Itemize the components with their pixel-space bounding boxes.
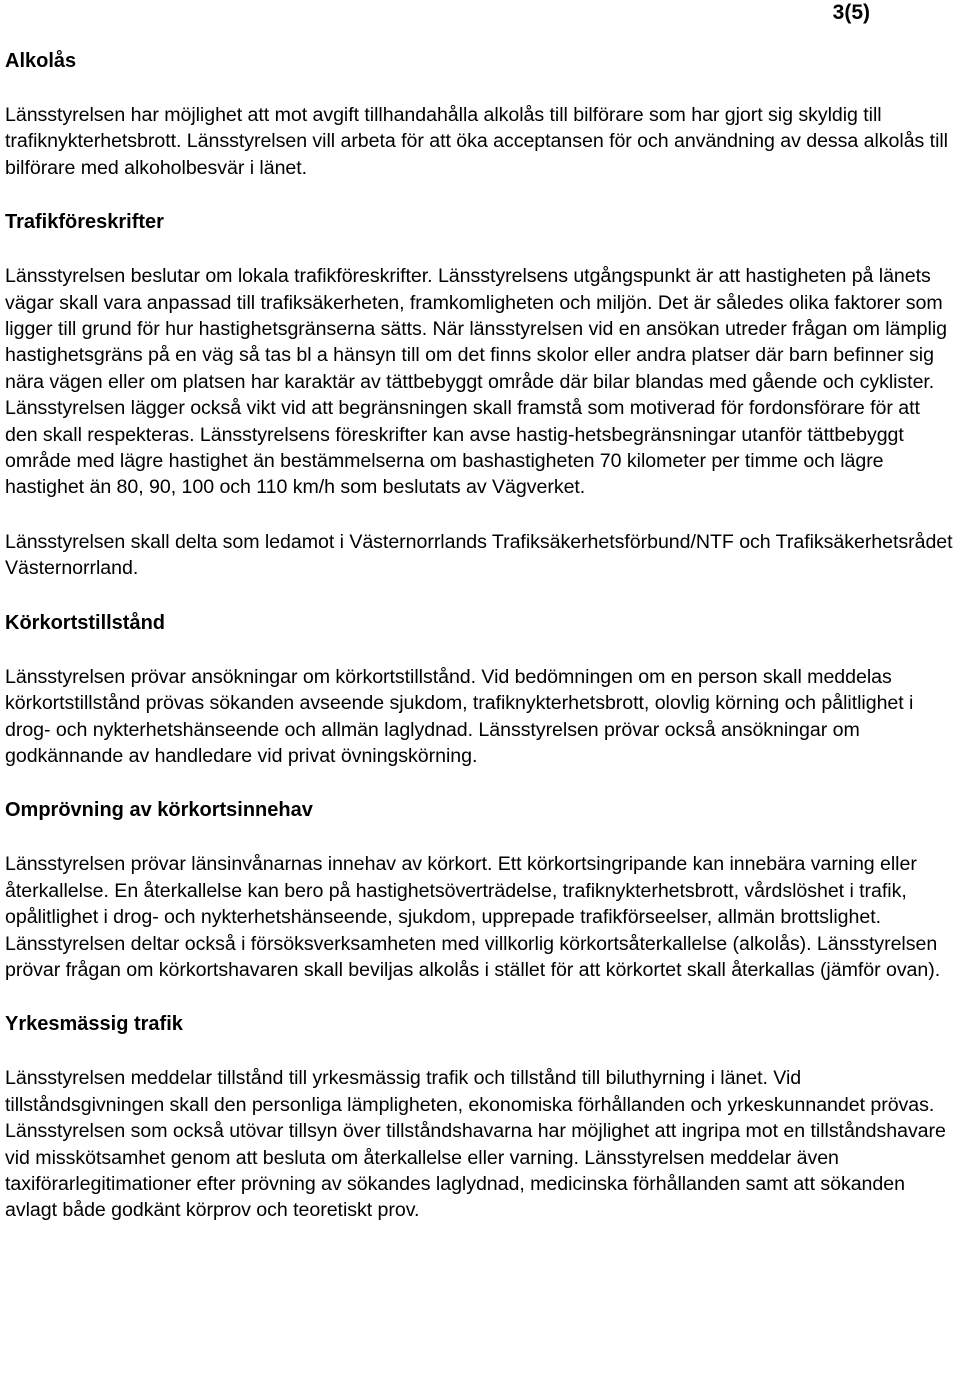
section-heading: Alkolås: [5, 50, 77, 72]
section-yrkesmassig-trafik: [5, 1011, 955, 1223]
section-alkolas: [5, 48, 955, 181]
paragraph: Länsstyrelsen beslutar om lokala trafikföreskrifter. Länsstyrelsens utgångspunkt är att hastigheten på länets vägar skall vara anpassad till trafiksäkerheten, framkomligheten och miljön. Det är således olika faktorer som ligger till grund för hur hastighetsgränserna sätts. När länsstyrelsen vid en ansökan utreder frågan om lämplig hastighetsgräns på en väg så tas bl a hänsyn till om det finns skolor eller andra platser där barn befinner sig nära vägen eller om platsen har karaktär av tättbebyggt område där bilar blandas med gående och cyklister. Länsstyrelsen lägger också vikt vid att begränsningen skall framstå som motiverad för fordonsförare för att den skall respekteras. Länsstyrelsens föreskrifter kan avse hastig-hetsbegränsningar utanför tättbebyggt område med lägre hastighet än bestämmelserna om bashastigheten 70 kilometer per timme och lägre hastighet än 80, 90, 100 och 110 km/h som beslutats av Vägverket.: [5, 265, 947, 499]
section-heading: Körkortstillstånd: [5, 611, 166, 634]
section-trafikforeskrifter: [5, 209, 955, 581]
section-heading: Trafikföreskrifter: [5, 211, 164, 234]
page-number: 3(5): [832, 1, 870, 24]
section-heading: Yrkesmässig trafik: [5, 1013, 183, 1036]
paragraph: Länsstyrelsen prövar ansökningar om körkortstillstånd. Vid bedömningen om en person skall meddelas körkortstillstånd prövas sökanden avseende sjukdom, trafiknykterhetsbrott, olovlig körning och pålitlighet i drog- och nykterhetshänseende och allmän laglydnad. Länsstyrelsen prövar också ansökningar om godkännande av handledare vid privat övningskörning.: [5, 665, 914, 767]
paragraph: Länsstyrelsen prövar länsinvånarnas innehav av körkort. Ett körkortsingripande kan innebära varning eller återkallelse. En återkallelse kan bero på hastighetsöverträdelse, trafiknykterhetsbrott, vårdslöshet i trafik, opålitlighet i drog- och nykterhetshänseende, sjukdom, upprepade trafikförseelser, allmän brottslighet. Länsstyrelsen deltar också i försöksverksamheten med villkorlig körkortsåterkallelse (alkolås). Länsstyrelsen prövar frågan om körkortshavaren skall beviljas alkolås i stället för att körkortet skall återkallas (jämför ovan).: [5, 853, 941, 981]
paragraph: Länsstyrelsen skall delta som ledamot i Västernorrlands Trafiksäkerhetsförbund/NTF och Trafiksäkerhetsrådet Västernorrland.: [5, 530, 953, 580]
document-body: [5, 48, 955, 1252]
section-omprovning: [5, 797, 955, 983]
paragraph: Länsstyrelsen har möjlighet att mot avgift tillhandahålla alkolås till bilförare som har gjort sig skyldig till trafiknykterhetsbrott. Länsstyrelsen vill arbeta för att öka acceptansen för och användning av dessa alkolås till bilförare med alkoholbesvär i länet.: [5, 104, 948, 179]
section-heading: Omprövning av körkortsinnehav: [5, 799, 313, 822]
paragraph: Länsstyrelsen meddelar tillstånd till yrkesmässig trafik och tillstånd till biluthyrning i länet. Vid tillståndsgivningen skall den personliga lämpligheten, ekonomiska förhållanden och yrkeskunnandet prövas. Länsstyrelsen som också utövar tillsyn över tillståndshavarna har möjlighet att ingripa mot en tillståndshavare vid misskötsamhet genom att besluta om återkallelse eller varning. Länsstyrelsen meddelar även taxiförarlegitimationer efter prövning av sökandes laglydnad, medicinska förhållanden samt att sökanden avlagt både godkänt körprov och teoretiskt prov.: [5, 1067, 946, 1222]
section-korkortstillstand: [5, 610, 955, 770]
